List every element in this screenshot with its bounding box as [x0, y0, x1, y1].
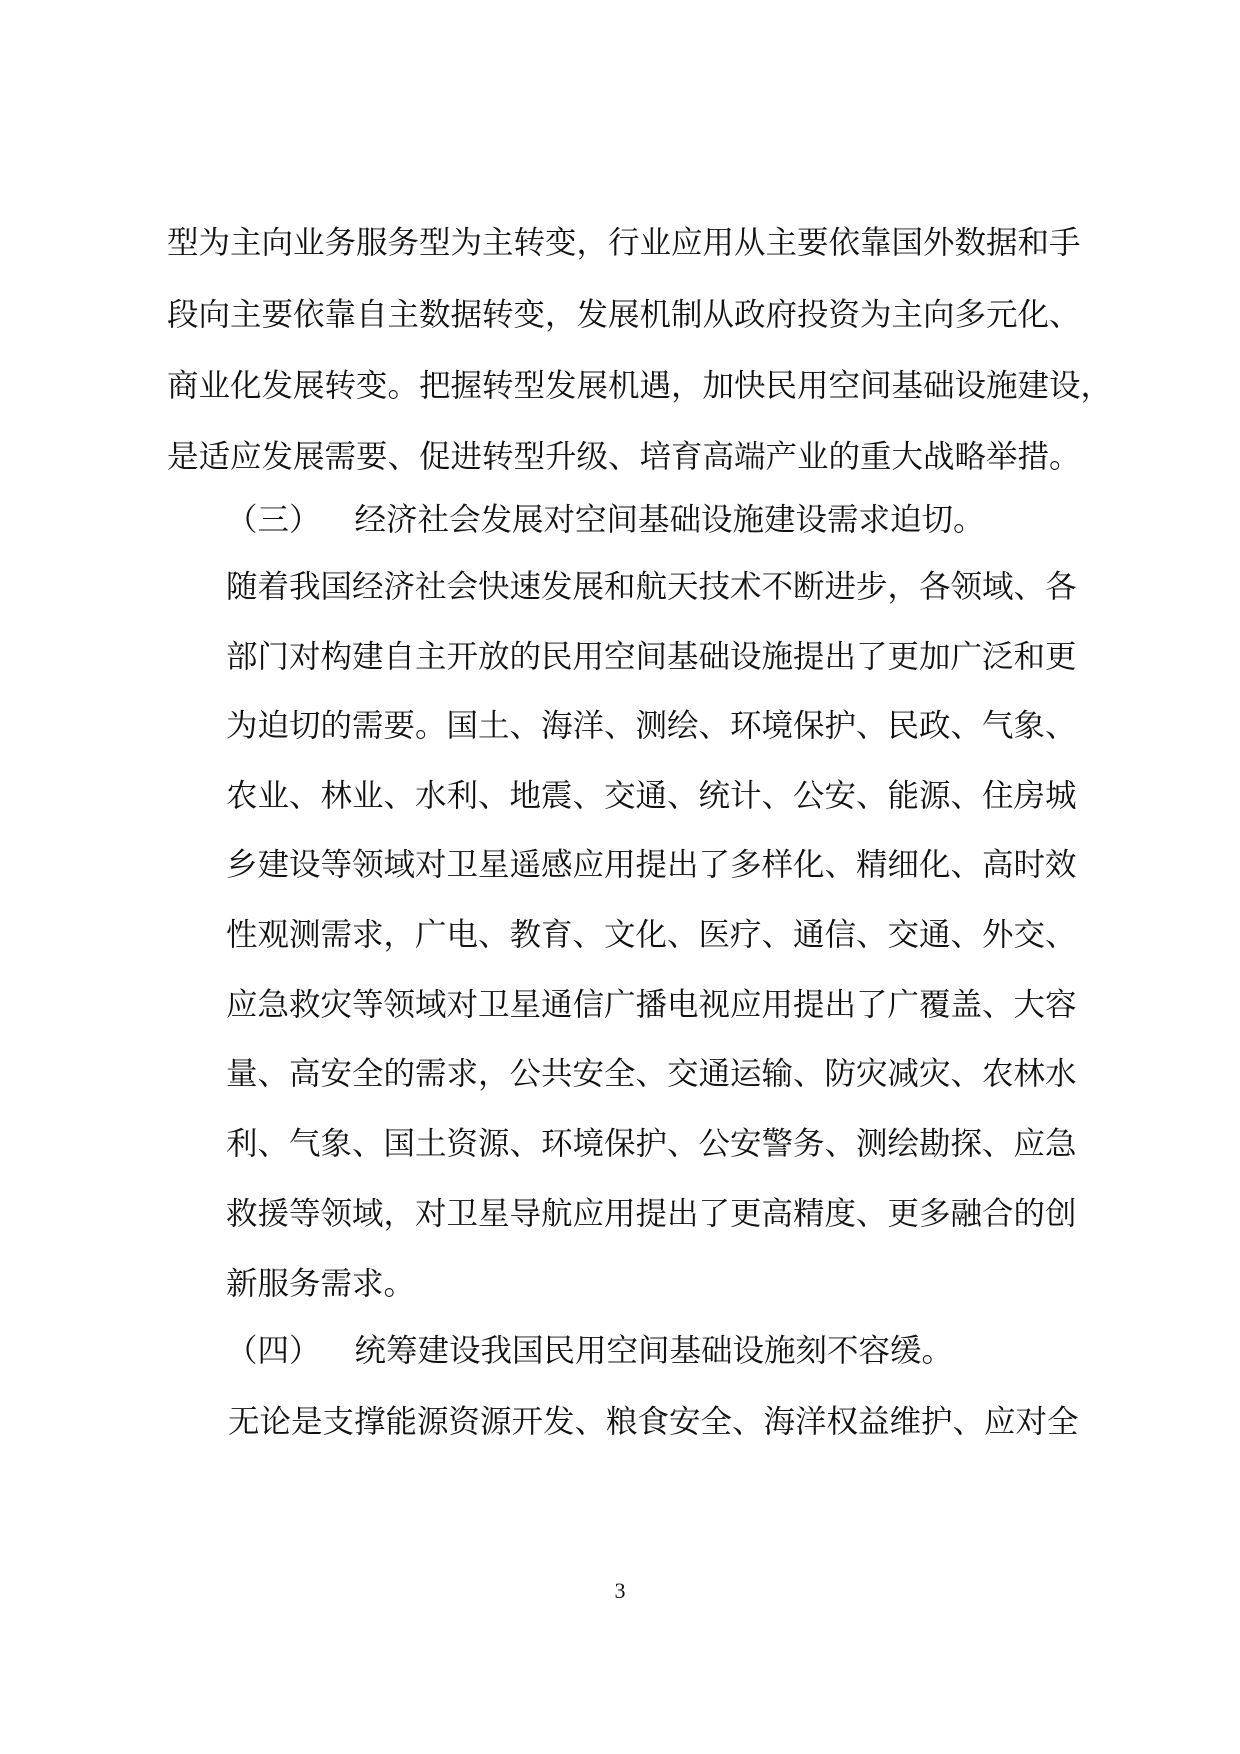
page-number: 3	[614, 1578, 626, 1603]
section-heading-3	[226, 502, 985, 538]
text-line: 型为主向业务服务型为主转变，行业应用从主要依靠国外数据和手	[167, 225, 1081, 261]
section-number: （三）	[226, 502, 321, 538]
text-line: 为迫切的需要。国土、海洋、测绘、环境保护、民政、气象、	[226, 708, 1077, 744]
text-line: 量、高安全的需求，公共安全、交通运输、防灾减灾、农林水	[226, 1056, 1077, 1092]
text-line: 无论是支撑能源资源开发、粮食安全、海洋权益维护、应对全	[228, 1404, 1079, 1440]
text-line: 农业、林业、水利、地震、交通、统计、公安、能源、住房城	[226, 778, 1077, 814]
section-title: 经济社会发展对空间基础设施建设需求迫切。	[354, 502, 985, 538]
text-line: 救援等领域，对卫星导航应用提出了更高精度、更多融合的创	[226, 1196, 1077, 1232]
text-line: 乡建设等领域对卫星遥感应用提出了多样化、精细化、高时效	[226, 847, 1077, 883]
text-line: 利、气象、国土资源、环境保护、公安警务、测绘勘探、应急	[226, 1126, 1077, 1162]
text-line: 段向主要依靠自主数据转变，发展机制从政府投资为主向多元化、	[167, 297, 1081, 333]
text-line: 部门对构建自主开放的民用空间基础设施提出了更加广泛和更	[226, 639, 1077, 675]
text-line: 新服务需求。	[226, 1266, 416, 1302]
section-number: （四）	[226, 1333, 321, 1369]
section-title: 统筹建设我国民用空间基础设施刻不容缓。	[354, 1333, 954, 1369]
text-line: 随着我国经济社会快速发展和航天技术不断进步，各领域、各	[226, 569, 1077, 605]
text-line: 性观测需求，广电、教育、文化、医疗、通信、交通、外交、	[226, 917, 1077, 953]
text-line: 商业化发展转变。把握转型发展机遇，加快民用空间基础设施建设，	[167, 368, 1113, 404]
section-heading-4	[226, 1333, 954, 1369]
text-line: 是适应发展需要、促进转型升级、培育高端产业的重大战略举措。	[167, 439, 1081, 475]
text-line: 应急救灾等领域对卫星通信广播电视应用提出了广覆盖、大容	[226, 987, 1077, 1023]
